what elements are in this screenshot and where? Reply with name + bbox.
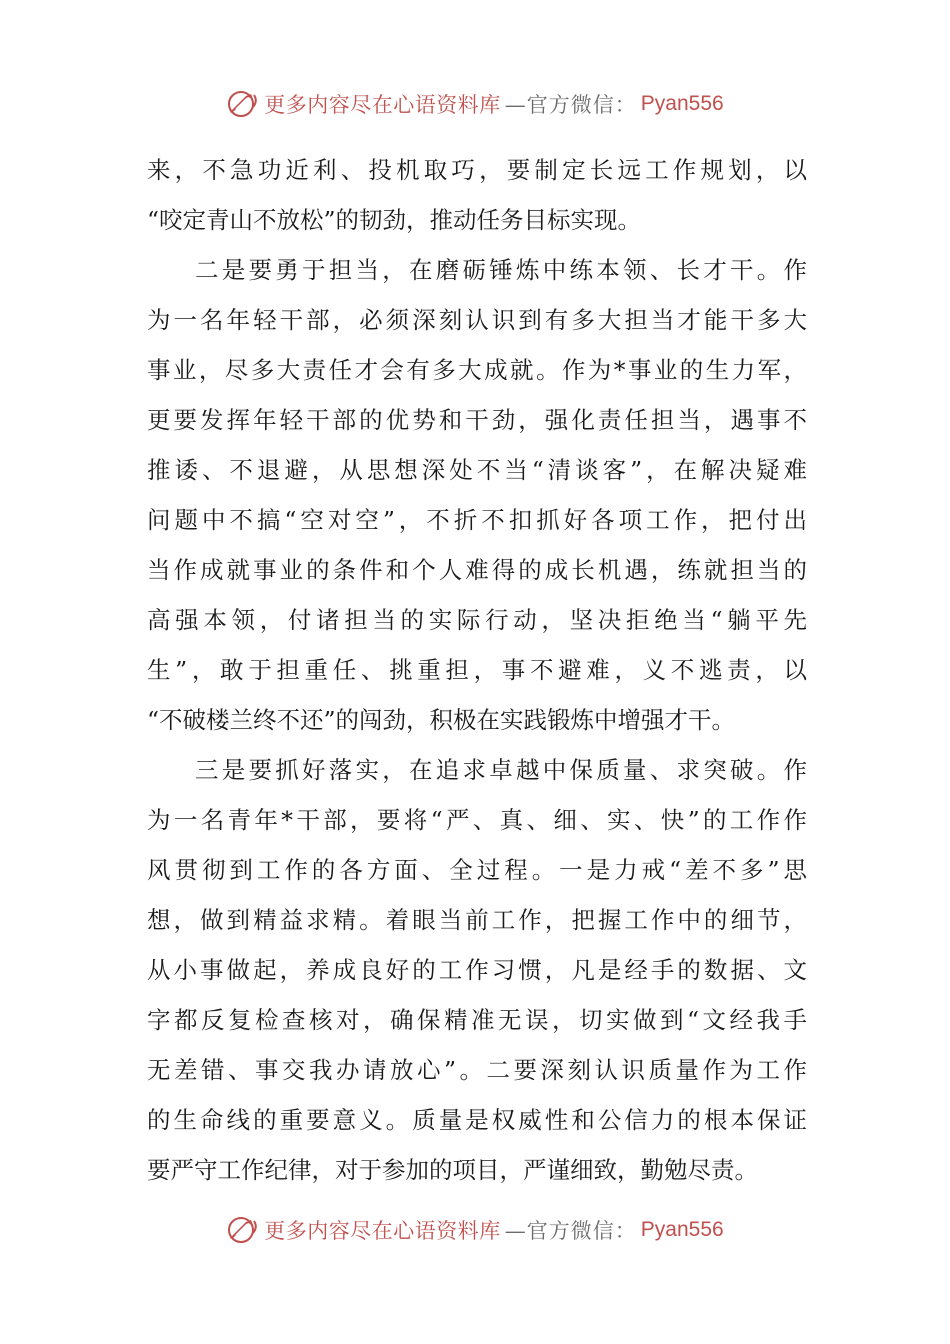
- banner-contact-label: —官方微信：: [504, 93, 637, 117]
- pen-nib-logo-icon: [226, 1213, 260, 1247]
- paragraph-line: 高强本领，付诸担当的实际行动，坚决拒绝当“躺平先: [147, 606, 807, 634]
- banner-wechat-id: Pyan556: [640, 92, 724, 115]
- paragraph-line: 问题中不搞“空对空”，不折不扣抓好各项工作，把付出: [147, 506, 807, 534]
- paragraph-line: 二是要勇于担当，在磨砺锤炼中练本领、长才干。作: [195, 256, 807, 284]
- paragraph-line: “不破楼兰终不还”的闯劲，积极在实践锻炼中增强才干。: [147, 706, 736, 734]
- banner-title: 更多内容尽在心语资料库: [264, 93, 501, 117]
- paragraph-line: 推诿、不退避，从思想深处不当“清谈客”，在解决疑难: [147, 456, 807, 484]
- header-banner: [0, 84, 950, 124]
- paragraph-line: 字都反复检查核对，确保精准无误，切实做到“文经我手: [147, 1006, 807, 1034]
- banner-wechat-id: Pyan556: [640, 1218, 724, 1241]
- banner-title: 更多内容尽在心语资料库: [264, 1219, 501, 1243]
- paragraph-line: 的生命线的重要意义。质量是权威性和公信力的根本保证: [147, 1106, 807, 1134]
- footer-banner: [0, 1210, 950, 1250]
- paragraph-line: 为一名青年*干部，要将“严、真、细、实、快”的工作作: [147, 806, 807, 834]
- paragraph-line: 生”，敢于担重任、挑重担，事不避难，义不逃责，以: [147, 656, 807, 684]
- paragraph-line: 更要发挥年轻干部的优势和干劲，强化责任担当，遇事不: [147, 406, 807, 434]
- paragraph-line: 想，做到精益求精。着眼当前工作，把握工作中的细节，: [147, 906, 807, 934]
- paragraph-line: 来，不急功近利、投机取巧，要制定长远工作规划，以: [147, 156, 807, 184]
- paragraph-line: 当作成就事业的条件和个人难得的成长机遇，练就担当的: [147, 556, 807, 584]
- paragraph-line: “咬定青山不放松”的韧劲，推动任务目标实现。: [147, 206, 642, 234]
- pen-nib-logo-icon: [226, 87, 260, 121]
- paragraph-line: 要严守工作纪律，对于参加的项目，严谨细致，勤勉尽责。: [147, 1156, 758, 1184]
- paragraph-line: 风贯彻到工作的各方面、全过程。一是力戒“差不多”思: [147, 856, 807, 884]
- paragraph-line: 从小事做起，养成良好的工作习惯，凡是经手的数据、文: [147, 956, 807, 984]
- paragraph-line: 为一名年轻干部，必须深刻认识到有多大担当才能干多大: [147, 306, 807, 334]
- paragraph-line: 无差错、事交我办请放心”。二要深刻认识质量作为工作: [147, 1056, 807, 1084]
- document-body: [147, 145, 807, 1195]
- paragraph-line: 事业，尽多大责任才会有多大成就。作为*事业的生力军，: [147, 356, 807, 384]
- paragraph-line: 三是要抓好落实，在追求卓越中保质量、求突破。作: [195, 756, 807, 784]
- banner-contact-label: —官方微信：: [504, 1219, 637, 1243]
